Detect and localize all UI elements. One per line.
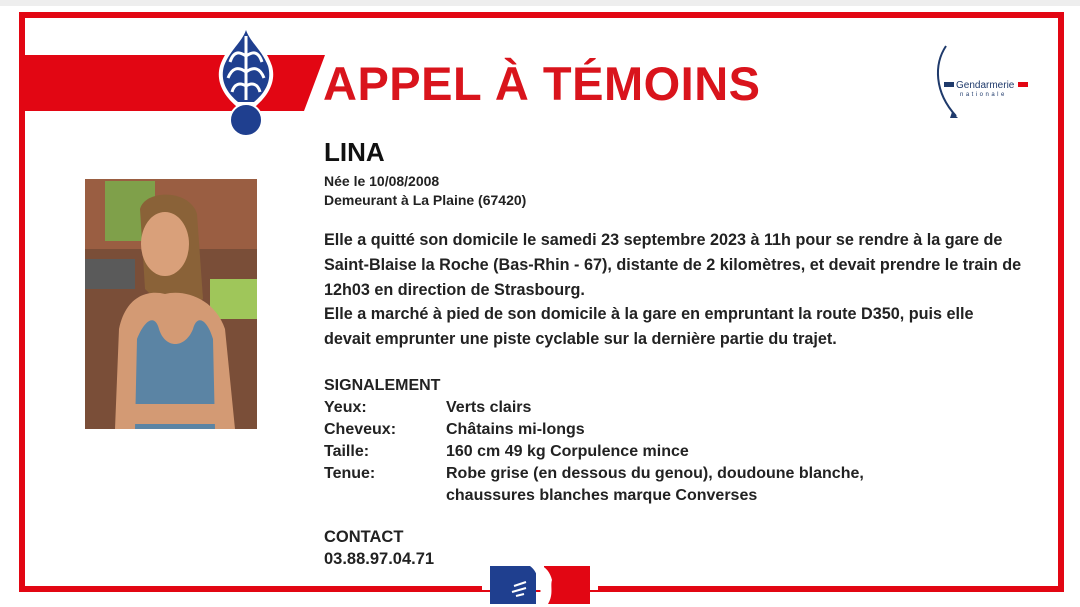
- signalement-value: 160 cm 49 kg Corpulence mince: [446, 443, 689, 460]
- gendarmerie-logo-subtext: nationale: [960, 92, 1007, 98]
- contact-heading: CONTACT: [324, 528, 404, 546]
- missing-person-photo: [85, 179, 257, 429]
- signalement-value: Robe grise (en dessous du genou), doudoune blanche,: [446, 465, 864, 482]
- person-name: LINA: [324, 137, 385, 167]
- signalement-label: Yeux:: [324, 399, 367, 416]
- signalement-label: Cheveux:: [324, 421, 397, 438]
- description-paragraph: Elle a marché à pied de son domicile à la gare en empruntant la route D350, puis elle devait emprunter une piste cyclable sur la dernière partie du trajet.: [324, 305, 974, 349]
- signalement-section: [324, 375, 864, 507]
- signalement-label: Tenue:: [324, 465, 376, 482]
- marianne-republique-logo-icon: [490, 566, 590, 604]
- signalement-heading: SIGNALEMENT: [324, 377, 441, 394]
- signalement-row: [324, 463, 864, 485]
- contact-section: [324, 526, 434, 570]
- contact-phone[interactable]: 03.88.97.04.71: [324, 550, 435, 568]
- description: [324, 228, 1024, 352]
- signalement-row: [324, 419, 864, 441]
- signalement-label: [324, 485, 446, 507]
- signalement-value: Verts clairs: [446, 399, 532, 416]
- signalement-value: chaussures blanches marque Converses: [446, 487, 758, 504]
- signalement-row: [324, 441, 864, 463]
- top-shade: [0, 0, 1080, 6]
- description-paragraph: Elle a quitté son domicile le samedi 23 septembre 2023 à 11h pour se rendre à la gare de Saint-Blaise la Roche (Bas-Rhin - 67), distante de 2 kilomètres, et devait prendre le train de 12h03 en direction de Strasbourg.: [324, 231, 1022, 299]
- signalement-label: Taille:: [324, 443, 370, 460]
- red-banner: [25, 55, 325, 111]
- page-title: APPEL À TÉMOINS: [323, 57, 761, 110]
- gendarmerie-logo-text: Gendarmerie: [956, 80, 1015, 91]
- person-details: [324, 172, 526, 210]
- birth-date: Née le 10/08/2008: [324, 173, 440, 189]
- residence: Demeurant à La Plaine (67420): [324, 192, 527, 208]
- signalement-value: Châtains mi-longs: [446, 421, 585, 438]
- signalement-row: [324, 485, 864, 507]
- signalement-row: [324, 397, 864, 419]
- gendarmerie-grenade-icon: [214, 22, 278, 138]
